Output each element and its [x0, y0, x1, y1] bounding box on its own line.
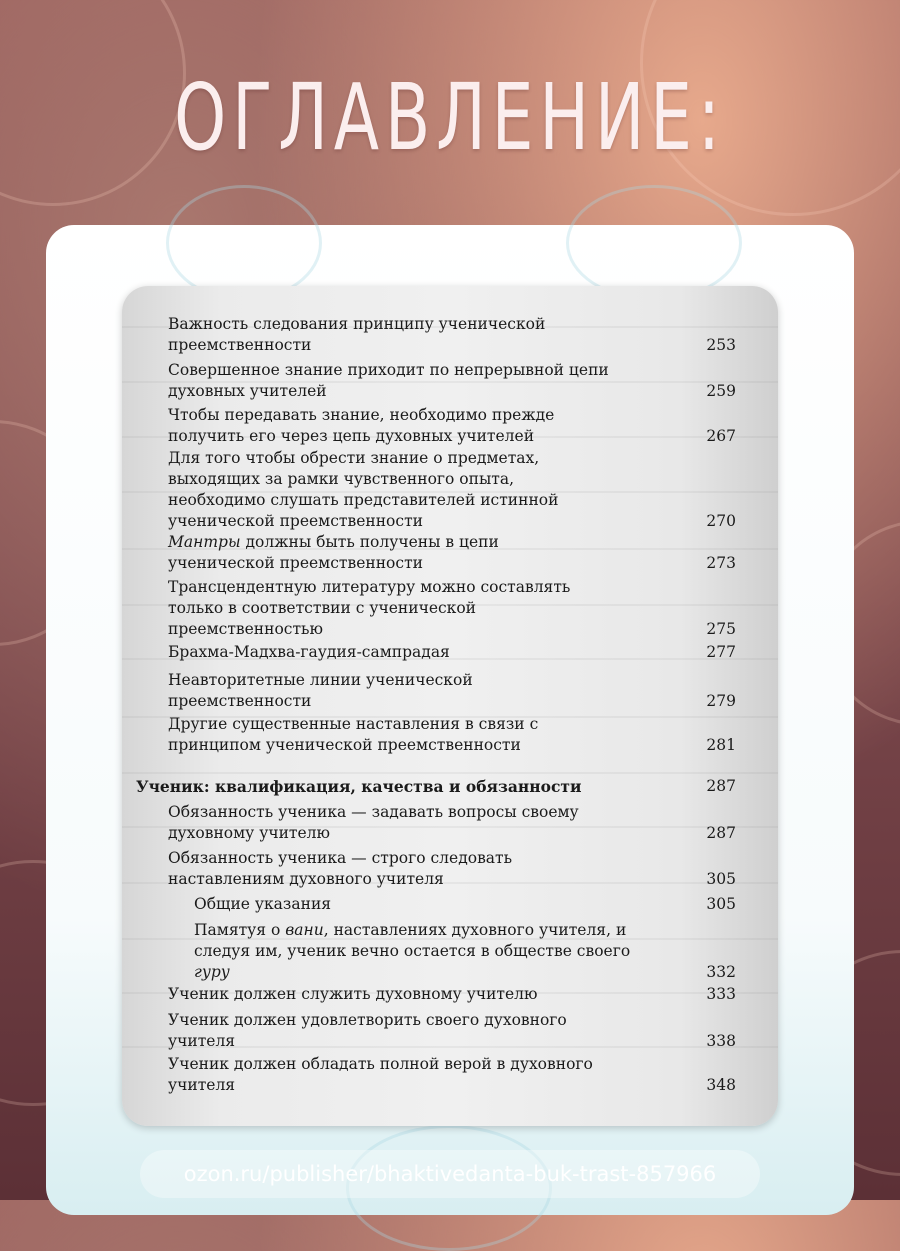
toc-entry-title: Ученик должен служить духовному учителю: [168, 985, 538, 1003]
toc-entry-title: Ученик: квалификация, качества и обязанности: [136, 777, 582, 796]
toc-entry: [168, 448, 736, 532]
toc-entry-page: 287: [706, 777, 736, 795]
toc-entry-title-rest: должны быть получены в цепи ученической преемственности: [168, 533, 499, 572]
toc-entry: [194, 920, 736, 983]
toc-entry-page: 279: [706, 692, 736, 710]
toc-entry: [168, 532, 736, 574]
toc-entry-page: 305: [706, 895, 736, 913]
toc-entry-page: 338: [706, 1032, 736, 1050]
toc-entry-title: Для того чтобы обрести знание о предметах, выходящих за рамки чувственного опыта, необходимо слушать представителей истинной ученической преемственности: [168, 449, 559, 530]
toc-entry: [168, 714, 736, 756]
toc-entry: [168, 848, 736, 890]
toc-entry: [168, 670, 736, 712]
toc-entry: [168, 360, 736, 402]
book-page-photo: [122, 286, 778, 1126]
toc-entry: [168, 1054, 736, 1096]
toc-entry-title: Другие существенные наставления в связи с принципом ученической преемственности: [168, 715, 539, 754]
toc-entry-title: Обязанность ученика — строго следовать наставлениям духовного учителя: [168, 849, 513, 888]
toc-entry-page: 332: [706, 963, 736, 981]
toc-entry-page: 287: [706, 824, 736, 842]
toc-entry-title: Совершенное знание приходит по непрерывной цепи духовных учителей: [168, 361, 609, 400]
toc-entry-title-emphasis: ванu: [285, 921, 324, 939]
toc-entry-title-part: Памятуя о: [194, 921, 286, 939]
toc-entry: [168, 577, 736, 640]
toc-entry-title: Трансцендентную литературу можно составлять только в соответствии с ученической преемственностью: [168, 578, 571, 638]
toc-entry: [168, 802, 736, 844]
toc-entry-page: 305: [706, 870, 736, 888]
toc-entry-title: [168, 532, 568, 574]
toc-entry-title: Ученик должен обладать полной верой в духовного учителя: [168, 1055, 593, 1094]
page-title: ОГЛАВЛЕНИЕ:: [174, 64, 726, 171]
toc-entry-title: Ученик должен удовлетворить своего духовного учителя: [168, 1011, 567, 1050]
toc-entry: [168, 1010, 736, 1052]
toc-entry-page: 275: [706, 620, 736, 638]
toc-entry-title: Общие указания: [194, 895, 332, 913]
toc-entry: [168, 984, 736, 1005]
toc-entry-page: 253: [706, 336, 736, 354]
toc-entry-title: Обязанность ученика — задавать вопросы своему духовному учителю: [168, 803, 579, 842]
toc-entry-page: 333: [706, 985, 736, 1003]
toc-entry-page: 277: [706, 643, 736, 661]
toc-entry: [168, 642, 736, 663]
toc-section-heading: [136, 776, 736, 797]
toc-entry-title-part: , наставлениях духовного учителя, и следуя им, ученик вечно остается в обществе своего: [194, 921, 631, 960]
panel-ornament: [566, 185, 742, 301]
toc-entry: [168, 314, 736, 356]
toc-entry: [168, 405, 736, 447]
toc-entry: [194, 894, 736, 915]
toc-entry-page: 273: [706, 554, 736, 572]
toc-entry-title: Чтобы передавать знание, необходимо прежде получить его через цепь духовных учителей: [168, 406, 555, 445]
toc-entry-title: Важность следования принципу ученической преемственности: [168, 315, 546, 354]
toc-entry-title: [194, 920, 644, 983]
panel-ornament: [166, 185, 322, 301]
toc-entry-page: 270: [706, 512, 736, 530]
toc-entry-page: 267: [706, 427, 736, 445]
toc-entry-page: 281: [706, 736, 736, 754]
toc-entry-title-emphasis: гуру: [194, 963, 230, 981]
toc-entry-page: 259: [706, 382, 736, 400]
toc-entry-page: 348: [706, 1076, 736, 1094]
toc-entry-title-emphasis: Мантры: [168, 533, 241, 551]
publisher-url-link[interactable]: ozon.ru/publisher/bhaktivedanta-buk-trast-857966: [140, 1150, 760, 1198]
toc-entry-title: Неавторитетные линии ученической преемственности: [168, 671, 473, 710]
toc-entry-title: Брахма-Мадхва-гаудия-сампрадая: [168, 643, 450, 661]
